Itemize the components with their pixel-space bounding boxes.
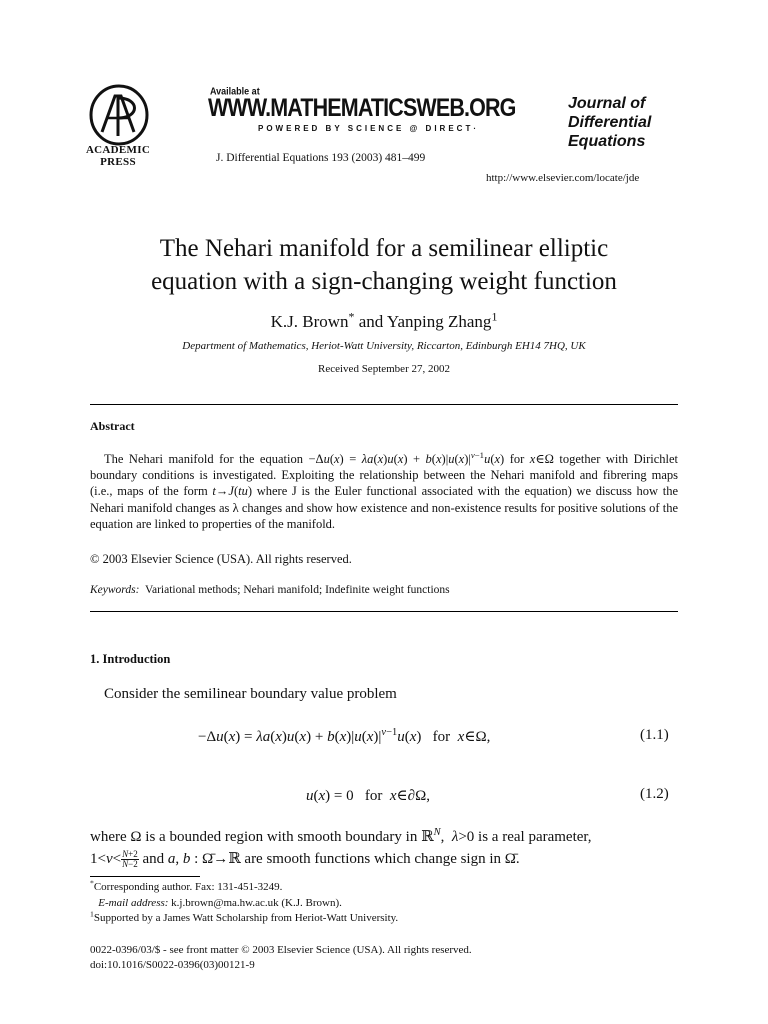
equation-1-2-number: (1.2) (640, 786, 669, 802)
journal-line1: Journal of (568, 95, 646, 112)
publisher-line2: PRESS (100, 156, 136, 168)
footnotes (90, 880, 398, 927)
footnote-mark: 1 (491, 309, 498, 324)
front-matter: 0022-0396/03/$ - see front matter © 2003 Elsevier Science (USA). All rights reserved. (90, 944, 472, 956)
email-address[interactable]: k.j.brown@ma.hw.ac.uk (K.J. Brown). (168, 896, 342, 909)
abstract-equation: $-\Delta u(x) = \lambda a(x)u(x) + b(x)|u(x)|^{v-1}u(x)$ for x∈Ω (308, 449, 554, 466)
para1-text-c: are smooth functions which change sign in (240, 851, 505, 867)
authors (40, 309, 728, 332)
keywords (90, 584, 450, 596)
equation-1-1: $-\Delta u(x) = \lambda a(x)u(x) + b(x)|u(x)|^{v-1}u(x)$ for x∈Ω, (198, 727, 491, 745)
publisher-name (66, 144, 170, 168)
intro-sentence: Consider the semilinear boundary value problem (104, 686, 397, 702)
footnote-support-text: Supported by a James Watt Scholarship from Heriot-Watt University. (93, 912, 399, 924)
dim-n: N (433, 827, 441, 838)
abstract-heading: Abstract (90, 419, 135, 433)
corresponding-mark: * (348, 309, 355, 324)
footnote-rule (90, 876, 200, 877)
email-label: E-mail address: (98, 896, 169, 909)
equation-1-1-number: (1.1) (640, 727, 669, 743)
journal-line3: Equations (568, 133, 646, 150)
abstract-text-2: together with Dirichlet boundary conditions is investigated. Exploiting the relationship between the Nehari manifold and fibrering maps (i.e., maps of the form (90, 452, 679, 499)
abstract-text (90, 451, 678, 532)
divider-top (90, 404, 678, 405)
para1-text-a: where Ω is a bounded region with smooth boundary in ℝ (90, 829, 434, 845)
equation-1-2: u(x) = 0 for x∈∂Ω, (306, 788, 430, 804)
doi[interactable]: doi:10.1016/S0022-0396(03)00121-9 (90, 959, 255, 971)
powered-by: POWERED BY SCIENCE @ DIRECT· (258, 124, 479, 133)
keywords-list: Variational methods; Nehari manifold; Indefinite weight functions (144, 584, 450, 596)
keywords-label: Keywords: (90, 584, 140, 596)
journal-line2: Differential (568, 114, 652, 131)
publisher-line1: ACADEMIC (85, 144, 151, 156)
fibre-map-expr: t→J(tu) (212, 484, 253, 499)
author-separator: and (354, 312, 387, 331)
journal-url[interactable]: http://www.elsevier.com/locate/jde (486, 172, 640, 184)
available-at-label: Available at (210, 85, 260, 97)
para1-text-b: is a real parameter, (474, 829, 592, 845)
footnote-corresponding: *Corresponding author. Fax: 131-451-3249. (90, 878, 283, 893)
article-title (40, 232, 728, 298)
site-name[interactable]: WWW.MATHEMATICSWEB.ORG (208, 94, 516, 122)
footnote-corresponding-text: Corresponding author. Fax: 131-451-3249. (93, 881, 283, 893)
received-date: Received September 27, 2002 (318, 363, 450, 375)
bottom-matter (90, 943, 472, 973)
abstract-text-3: where J is the Euler functional associated with the equation) we discuss how the Nehari manifold changes as λ changes and show how existence and non-existence results for positive solutions of the equation are linked to properties of the manifold. (90, 484, 678, 531)
section-heading: 1. Introduction (90, 652, 171, 666)
journal-logo (568, 94, 698, 151)
title-line2: equation with a sign-changing weight function (151, 268, 617, 295)
title-line1: The Nehari manifold for a semilinear elliptic (159, 235, 609, 262)
academic-press-logo (88, 84, 150, 146)
divider-bottom (90, 611, 678, 612)
affiliation: Department of Mathematics, Heriot-Watt University, Riccarton, Edinburgh EH14 7HQ, UK (182, 340, 586, 352)
exponent-fraction: $\frac{N+2}{N-2}$ (122, 849, 138, 870)
journal-citation: J. Differential Equations 193 (2003) 481–499 (216, 152, 426, 164)
paragraph-1: where Ω is a bounded region with smooth boundary in ℝ$^N$, λ>0 is a real parameter, 1<v< $\frac{N+2}{N-2}$ and a, b : Ω̄→ℝ are smooth functions which change sign in Ω̄. (90, 827, 592, 870)
footnote-support: $^1$Supported by a James Watt Scholarship from Heriot-Watt University. (90, 909, 399, 924)
author-2: Yanping Zhang (386, 312, 492, 331)
copyright-notice: © 2003 Elsevier Science (USA). All rights reserved. (90, 552, 352, 566)
author-1: K.J. Brown (270, 312, 349, 331)
footnote-email (90, 896, 398, 912)
abstract-text-1: The Nehari manifold for the equation (104, 452, 309, 466)
